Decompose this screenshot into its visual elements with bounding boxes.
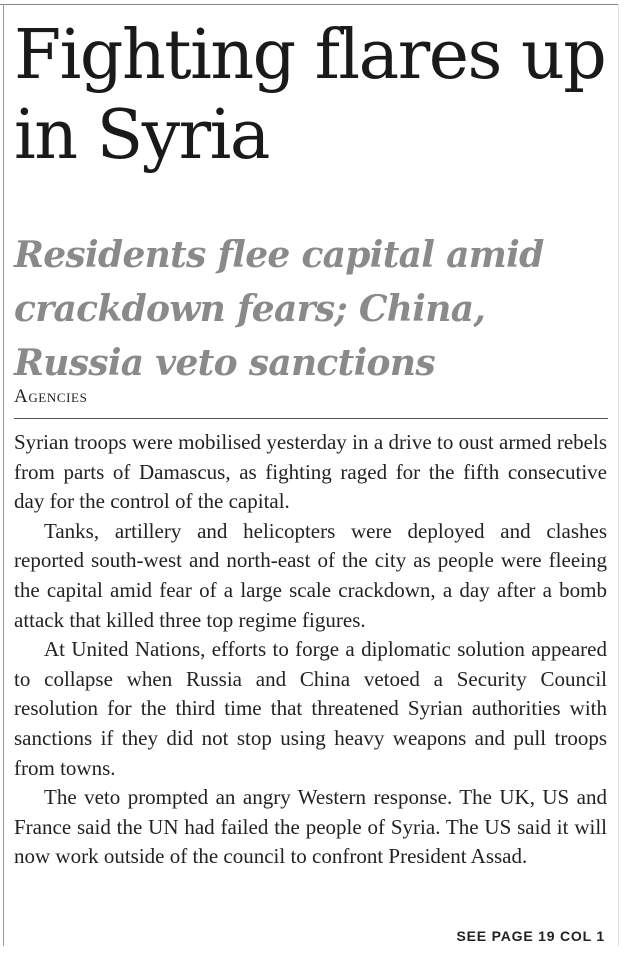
body-paragraph-2: Tanks, artillery and helicopters were deployed and clashes reported south-west and north-east of the city as people were fleeing the capital amid fear of a large scale crackdown, a day after a bomb attack that killed three top regime figures. <box>14 518 607 632</box>
headline: Fighting flares up in Syria <box>14 16 606 175</box>
byline-divider <box>14 418 608 419</box>
body-paragraph-4: The veto prompted an angry Western response. The UK, US and France said the UN had failed the people of Syria. The US said it will now work outside of the council to confront President Assad. <box>14 785 607 869</box>
deck-subheadline: Residents flee capital amid crackdown fears; China, Russia veto sanctions <box>14 234 544 384</box>
continuation-jump-line[interactable]: SEE PAGE 19 COL 1 <box>456 928 605 944</box>
byline: Agencies <box>14 386 88 407</box>
body-paragraph-1: Syrian troops were mobilised yesterday in a drive to oust armed rebels from parts of Damascus, as fighting raged for the fifth consecutive day for the control of the capital. <box>14 430 607 514</box>
top-border-rule <box>0 4 618 5</box>
body-paragraph-3: At United Nations, efforts to forge a diplomatic solution appeared to collapse when Russia and China vetoed a Security Council resolution for the third time that threatened Syrian authorities with sanctions if they did not stop using heavy weapons and pull troops from towns. <box>14 637 607 780</box>
left-column-rule <box>3 4 4 946</box>
right-column-rule <box>618 4 619 946</box>
article-body <box>14 428 607 872</box>
